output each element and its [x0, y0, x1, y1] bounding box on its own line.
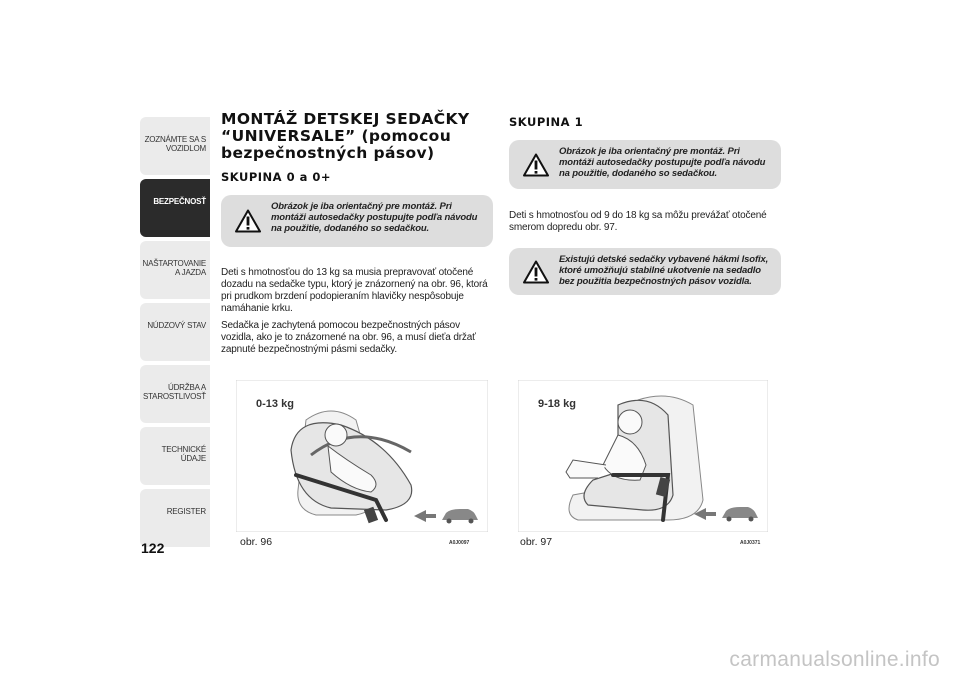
warning-triangle-icon [523, 260, 549, 284]
tab-label: BEZPEČNOSŤ [153, 197, 206, 206]
warning-box [509, 140, 781, 189]
warning-triangle-icon [523, 153, 549, 177]
warning-box [221, 195, 493, 247]
figure-label: 0-13 kg [256, 398, 294, 410]
section-heading-group-0: SKUPINA 0 a 0+ [221, 170, 331, 184]
tab-zoznamte-sa[interactable] [140, 117, 210, 175]
info-text: Existujú detské sedačky vybavené hákmi Isofix, ktoré umožňujú stabilné ukotvenie na sedadlo bez použitia bezpečnostných pásov vozidla. [559, 254, 769, 287]
tab-udrzba[interactable] [140, 365, 210, 423]
figure-code: A0J0097 [449, 540, 470, 546]
watermark: carmanualsonline.info [729, 648, 940, 671]
rear-facing-infant-seat-illustration [236, 380, 488, 532]
tab-label: NÚDZOVÝ STAV [147, 321, 206, 330]
page-title: MONTÁŽ DETSKEJ SEDAČKY “UNIVERSALE” (pomocou bezpečnostných pásov) [221, 110, 470, 162]
figure-code: A0J0371 [740, 540, 761, 546]
tab-label: ZOZNÁMTE SA S VOZIDLOM [144, 135, 206, 153]
tab-nastartovanie[interactable] [140, 241, 210, 299]
page-number: 122 [141, 540, 165, 556]
tab-label: NAŠTARTOVANIE A JAZDA [142, 259, 206, 277]
forward-facing-child-seat-illustration [518, 380, 768, 532]
figure-96 [236, 380, 488, 532]
figure-caption: obr. 96 [240, 536, 273, 548]
warning-text: Obrázok je iba orientačný pre montáž. Pri montáži autosedačky postupujte podľa návodu na použitie, dodaného so sedačkou. [559, 146, 766, 179]
tab-nudzovy-stav[interactable] [140, 303, 210, 361]
paragraph: Deti s hmotnosťou od 9 do 18 kg sa môžu prevážať otočené smerom dopredu obr. 97. [509, 210, 767, 233]
tab-bezpecnost[interactable] [140, 179, 210, 237]
section-heading-group-1: SKUPINA 1 [509, 115, 584, 129]
tab-label: REGISTER [166, 507, 206, 516]
figure-caption: obr. 97 [520, 536, 553, 548]
tab-label: ÚDRŽBA A STAROSTLIVOSŤ [142, 383, 206, 401]
body-text-right [509, 210, 781, 239]
warning-triangle-icon [235, 209, 261, 233]
paragraph: Sedačka je zachytená pomocou bezpečnostných pásov vozidla, ako je to znázornené na obr. 96, a musí dieťa držať zapnuté bezpečnostnými pásmi sedačky. [221, 320, 476, 355]
tab-label: TECHNICKÉ ÚDAJE [161, 445, 206, 463]
info-box [509, 248, 781, 295]
figure-label: 9-18 kg [538, 398, 576, 410]
paragraph: Deti s hmotnosťou do 13 kg sa musia prepravovať otočené dozadu na sedačke typu, ktorý je znázornený na obr. 96, ktorá pri prudkom brzdení podopieraním hlavičky nespôsobuje namáhanie krku. [221, 267, 488, 314]
figure-97 [518, 380, 768, 532]
body-text-left [221, 267, 493, 361]
tab-technicke-udaje[interactable] [140, 427, 210, 485]
tab-register[interactable] [140, 489, 210, 547]
warning-text: Obrázok je iba orientačný pre montáž. Pri montáži autosedačky postupujte podľa návodu na použitie, dodaného so sedačkou. [271, 201, 478, 234]
